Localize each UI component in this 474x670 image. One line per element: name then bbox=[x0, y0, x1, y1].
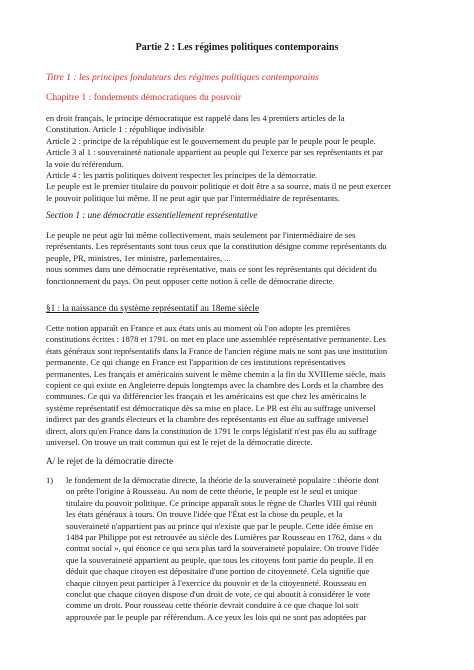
text-line: Le peuple ne peut agir lui même collectivement, mais seulement par l'intermédiaire de ses bbox=[46, 230, 356, 240]
text-line: on prête l'origine à Rousseau. Au nom de cette théorie, le peuple est le seul et unique bbox=[66, 486, 358, 497]
page-title: Partie 2 : Les régimes politiques contemporains bbox=[135, 42, 339, 53]
item-text bbox=[66, 475, 448, 623]
text-line: nous sommes dans une démocratie représentative, mais ce sont les représentants qui décident du bbox=[46, 264, 377, 275]
text-line: les états généraux à tours. On trouve l'idée que l'État est la chose du peuple, et la bbox=[66, 509, 343, 520]
text-line: universel. On trouve un trait commun qui est le rejet de la démocratie directe. bbox=[46, 437, 313, 448]
text-line: conclut que chaque citoyen dispose d'un droit de vote, ce qui aboutit à considérer le vote bbox=[66, 589, 371, 600]
text-line: le fondement de la démocratie directe, la théorie de la souveraineté populaire : théorie dont bbox=[66, 475, 379, 485]
text-line: indirect par des grands électeurs et la chambre des représentants est élue au suffrage universel bbox=[46, 414, 369, 425]
text-line: constitutions écrites : 1878 et 1791. on met en place une assemblée représentative permanente. Les bbox=[46, 334, 386, 345]
text-line: représentants. Les représentants sont tous ceux que la constitution désigne comme représentants du bbox=[46, 241, 387, 252]
text-line: titulaire du pouvoir politique. Ce principe apparaît sous le règne de Charles VIII qui réunit bbox=[66, 497, 377, 508]
item-number: 1) bbox=[46, 475, 54, 485]
text-line: Cette notion apparaît en France et aux états unis au moment où l'on adopte les premières bbox=[46, 323, 350, 333]
text-line: système représentatif est démocratique dès sa mise en place. Le PR est élu au suffrage universel bbox=[46, 402, 376, 413]
text-line: que la souveraineté appartient au peuple, que tous les citoyens font partie du peuple. Il en bbox=[66, 554, 374, 565]
text-line: permanente. Ce qui change en France est l'apparition de ces institutions représentatives bbox=[46, 357, 346, 368]
text-line: la voie du référendum. bbox=[46, 158, 124, 169]
text-line: permanentes. Les français et américains suivent le même chemin a la fin du XVIIIeme siècle, mais bbox=[46, 368, 386, 379]
text-line: 1484 par Philippe pot est retrouvée au siècle des Lumières par Rousseau en 1762, dans « du bbox=[66, 532, 382, 543]
text-line: souveraineté n'appartient pas au prince qui n'existe que par le peuple. Cette idée émise en bbox=[66, 520, 373, 531]
text-line: copient ce qui existe en Angleterre depuis longtemps avec la chambre des Lords et la chambre des bbox=[46, 380, 384, 391]
intro-paragraph bbox=[46, 113, 442, 204]
titre-heading: Titre 1 : les principes fondateurs des régimes politiques contemporains bbox=[46, 72, 319, 83]
text-line: direct, alors qu'en France dans la constitution de 1791 le corps législatif n'est pas élu au suffrage bbox=[46, 425, 377, 436]
text-line: Article 2 : principe de la république est le gouvernement du peuple par le peuple pour le peuple. bbox=[46, 135, 376, 146]
section-heading: Section 1 : une démocratie essentiellement représentative bbox=[46, 210, 258, 220]
text-line: le pouvoir politique lui même. Il ne peut agir que par l'intermédiaire de représentants. bbox=[46, 192, 340, 203]
chapter-heading: Chapitre 1 : fondements démocratiques du pouvoir bbox=[46, 92, 242, 103]
text-line: Constitution. Article 1 : république indivisible bbox=[46, 124, 205, 135]
text-line: comme un droit. Pour rousseau cette théorie devrait conduire à ce que chaque loi soit bbox=[66, 600, 359, 611]
text-line: communes. Ce qui va différencier les français et les américains est que chez les américains le bbox=[46, 391, 367, 402]
section1-paragraph bbox=[46, 230, 442, 287]
subsection-heading: §1 : la naissance du système représentatif au 18eme siècle bbox=[46, 303, 260, 313]
text-line: en droit français, le principe démocratique est rappelé dans les 4 premiers articles de la bbox=[46, 113, 345, 123]
text-line: contrat social », qui énonce ce qui sera plus tard la souveraineté populaire. On trouve l'idée bbox=[66, 543, 379, 554]
text-line: Article 3 al 1 : souveraineté nationale appartient au peuple qui l'exerce par ses représentants et par bbox=[46, 147, 384, 158]
text-line: Article 4 : les partis politiques doivent respecter les principes de la démocratie. bbox=[46, 170, 318, 181]
text-line: peuple, PR, ministres, 1er ministre, parlementaires, ... bbox=[46, 252, 231, 263]
text-line: fonctionnement du pays. On peut opposer cette notion à celle de démocratie directe. bbox=[46, 275, 335, 286]
text-line: états généraux sont représentatifs dans la France de l'ancien régime mais ne sont pas une institution bbox=[46, 345, 388, 356]
text-line: approuvée par le peuple par référendum. A ce yeux les lois qui ne sont pas adoptées par bbox=[66, 611, 367, 622]
text-line: Le peuple est le premier titulaire du pouvoir politique et doit être a sa source, mais il ne peut exercer bbox=[46, 181, 392, 192]
text-line: déduit que chaque citoyen est dépositaire d'une portion de citoyenneté. Cela signifie que bbox=[66, 566, 370, 577]
naissance-paragraph bbox=[46, 323, 442, 448]
rejet-heading: A/ le rejet de la démocratie directe bbox=[46, 456, 174, 466]
text-line: chaque citoyen peut participer à l'exercice du pouvoir et de la citoyenneté. Rousseau en bbox=[66, 577, 367, 588]
